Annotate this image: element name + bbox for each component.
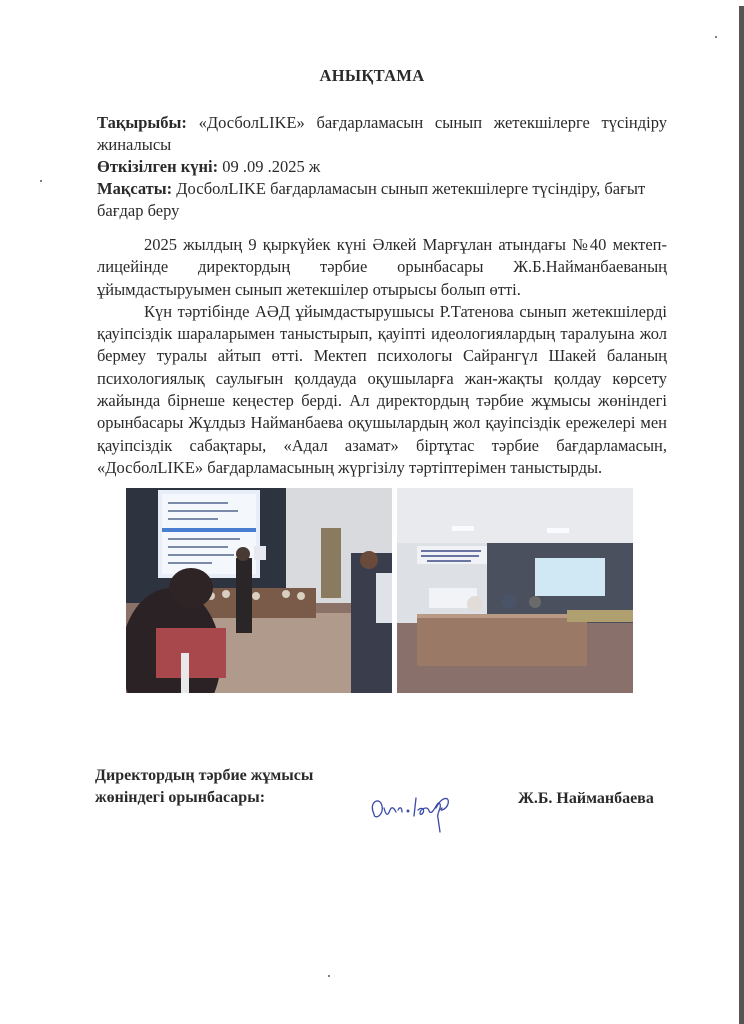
date-value: 09 .09 .2025 ж [222,157,321,176]
paragraph: Күн тәртібінде АӘД ұйымдастырушысы Р.Татенова сынып жетекшілерді қауіпсіздік шараларымен таныстырып, қауіпті идеологиялардың таралуына жол бермеу туралы айтып өтті. Мектеп психологы Сайрангүл Шакей баланың психологиялық саулығын қолдауда оқушыларға жан-жақты қолдау көрсету жайында бірнеше кеңестер берді. Ал директордың тәрбие жұмысы жөніндегі орынбасары Жұлдыз Найманбаева оқушылардың жол қауіпсіздік ережелері мен қауіпсіздік сабақтары, «Адал азамат» біртұтас тәрбие бағдарламасын, «ДосболLIKE» бағдарламасының жүргізілу тәртіптерімен таныстырды. [97,301,667,477]
signatory-position [95,765,313,809]
photo-presenter [126,488,392,693]
report-body [97,234,667,479]
goal-line [97,178,667,221]
topic-label: Тақырыбы: [97,113,187,132]
date-label: Өткізілген күні: [97,157,219,176]
photo-presidium [397,488,633,693]
position-line-1: Директордың тәрбие жұмысы [95,767,314,784]
scan-speck [715,36,717,38]
goal-value: ДосболLIKE бағдарламасын сынып жетекшілерге түсіндіру, бағыт бағдар беру [97,179,646,220]
topic-value: «ДосболLIKE» бағдарламасын сынып жетекшілерге түсіндіру жиналысы [97,113,668,154]
position-line-2: жөніндегі орынбасары: [95,789,266,806]
date-line [97,156,667,178]
paragraph: 2025 жылдың 9 қыркүйек күні Әлкей Марғұлан атындағы №40 мектеп-лицейінде директордың тәрбие орынбасары Ж.Б.Найманбаеваның ұйымдастыруымен сынып жетекшілер отырысы болып өтті. [97,235,667,299]
photo-presidium-image [397,488,633,693]
topic-line [97,112,667,155]
scan-speck [328,975,330,977]
handwritten-signature [366,790,462,836]
signatory-name: Ж.Б. Найманбаева [518,790,654,807]
photo-presenter-image [126,488,392,693]
scan-speck [40,180,42,182]
goal-label: Мақсаты: [97,179,173,198]
document-title: АНЫҚТАМА [319,66,425,85]
scan-edge-shadow [739,6,744,1024]
